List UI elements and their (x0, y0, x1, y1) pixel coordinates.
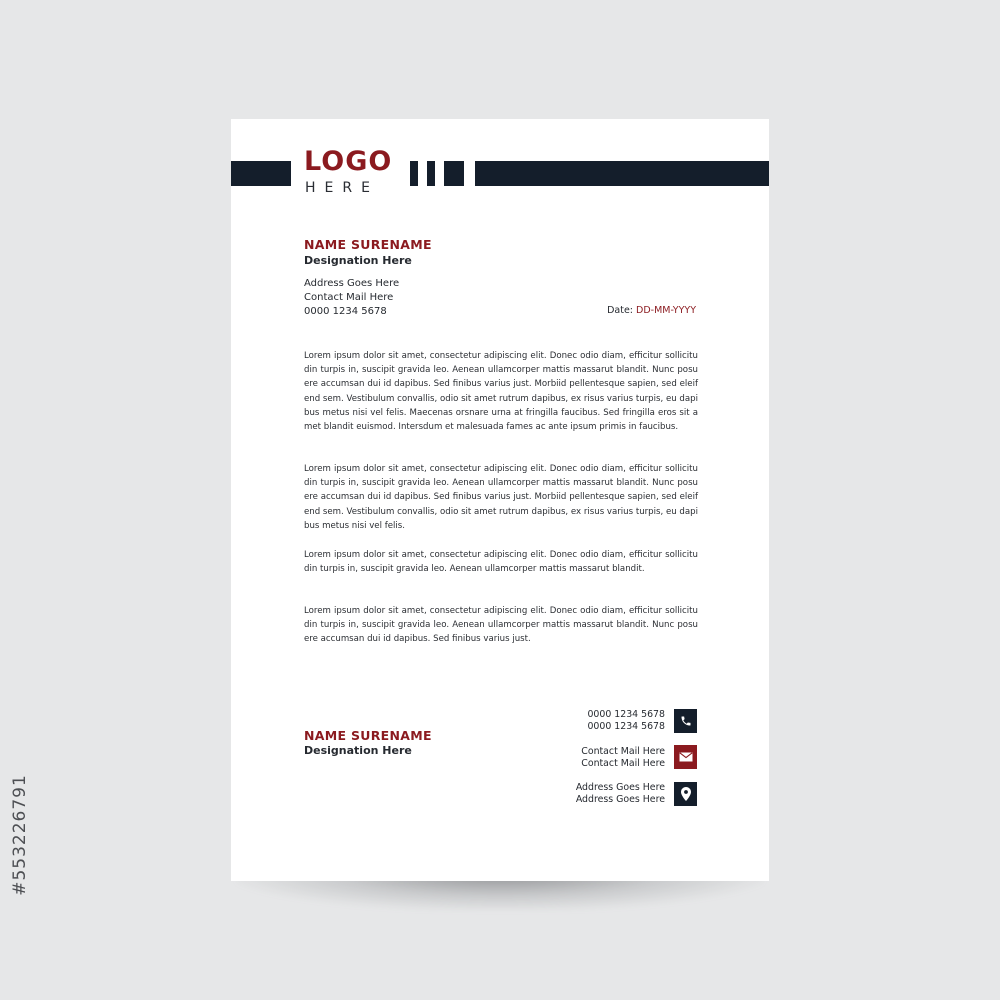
stock-id-text: #553226791 (10, 774, 30, 896)
header-bar-left (231, 161, 291, 186)
sender-phone: 0000 1234 5678 (304, 306, 387, 317)
header-stripe-3 (444, 161, 464, 186)
location-pin-icon (674, 782, 697, 806)
footer-mail-line-1: Contact Mail Here (581, 746, 665, 757)
footer-designation: Designation Here (304, 744, 412, 757)
footer-mail (581, 746, 665, 769)
logo-text: LOGO (304, 146, 393, 177)
phone-icon (674, 709, 697, 733)
date-label: Date: (607, 305, 633, 316)
body-paragraph-2: Lorem ipsum dolor sit amet, consectetur adipiscing elit. Donec odio diam, efficitur sollicitudin turpis in, suscipit gravida leo. Aenean ullamcorper mattis massarut blandit. Nunc posuere accumsan dui id dapibus. Sed finibus varius just. Morbiid pellentesque sapien, sed eleifend sem. Vestibulum convallis, odio sit amet rutrum dapibus, ex risus varius turpis, eu dapibus metus nisi vel felis. (304, 464, 698, 531)
body-paragraph-3: Lorem ipsum dolor sit amet, consectetur adipiscing elit. Donec odio diam, efficitur sollicitudin turpis in, suscipit gravida leo. Aenean ullamcorper mattis massarut blandit. (304, 550, 698, 575)
date-line (607, 305, 696, 316)
sender-mail: Contact Mail Here (304, 292, 394, 303)
date-value: DD-MM-YYYY (636, 305, 696, 316)
footer-phone-line-1: 0000 1234 5678 (587, 709, 665, 720)
header-stripe-2 (427, 161, 435, 186)
footer-name: NAME SURENAME (304, 728, 432, 743)
sender-address: Address Goes Here (304, 278, 400, 289)
footer-mail-line-2: Contact Mail Here (581, 757, 665, 769)
sender-designation: Designation Here (304, 254, 412, 267)
body-paragraph-4: Lorem ipsum dolor sit amet, consectetur adipiscing elit. Donec odio diam, efficitur sollicitudin turpis in, suscipit gravida leo. Aenean ullamcorper mattis massarut blandit. Nunc posuere accumsan dui id dapibus. Sed finibus varius just. (304, 606, 698, 645)
header-bar-right (475, 161, 769, 186)
letterhead-page (231, 119, 769, 881)
body-paragraph-1: Lorem ipsum dolor sit amet, consectetur adipiscing elit. Donec odio diam, efficitur sollicitudin turpis in, suscipit gravida leo. Aenean ullamcorper mattis massarut blandit. Nunc posuere accumsan dui id dapibus. Sed finibus varius just. Morbiid pellentesque sapien, sed eleifend sem. Vestibulum convallis, odio sit amet rutrum dapibus, ex risus varius turpis, eu dapibus metus nisi vel felis. Maecenas orsnare urna at fringilla faucibus. Sed fringilla eros sit amet blandit euismod. Intersdum et malesuada fames ac ante ipsum primis in faucibus. (304, 351, 698, 433)
footer-address-line-1: Address Goes Here (575, 782, 665, 793)
footer-address (576, 782, 665, 805)
sender-name: NAME SURENAME (304, 237, 432, 252)
envelope-icon (674, 745, 697, 769)
logo-subtext: HERE (305, 180, 379, 196)
header-stripe-1 (410, 161, 418, 186)
stock-id-watermark (5, 770, 35, 900)
footer-address-line-2: Address Goes Here (575, 793, 665, 805)
footer-phone (587, 709, 665, 732)
footer-phone-line-2: 0000 1234 5678 (587, 720, 665, 732)
